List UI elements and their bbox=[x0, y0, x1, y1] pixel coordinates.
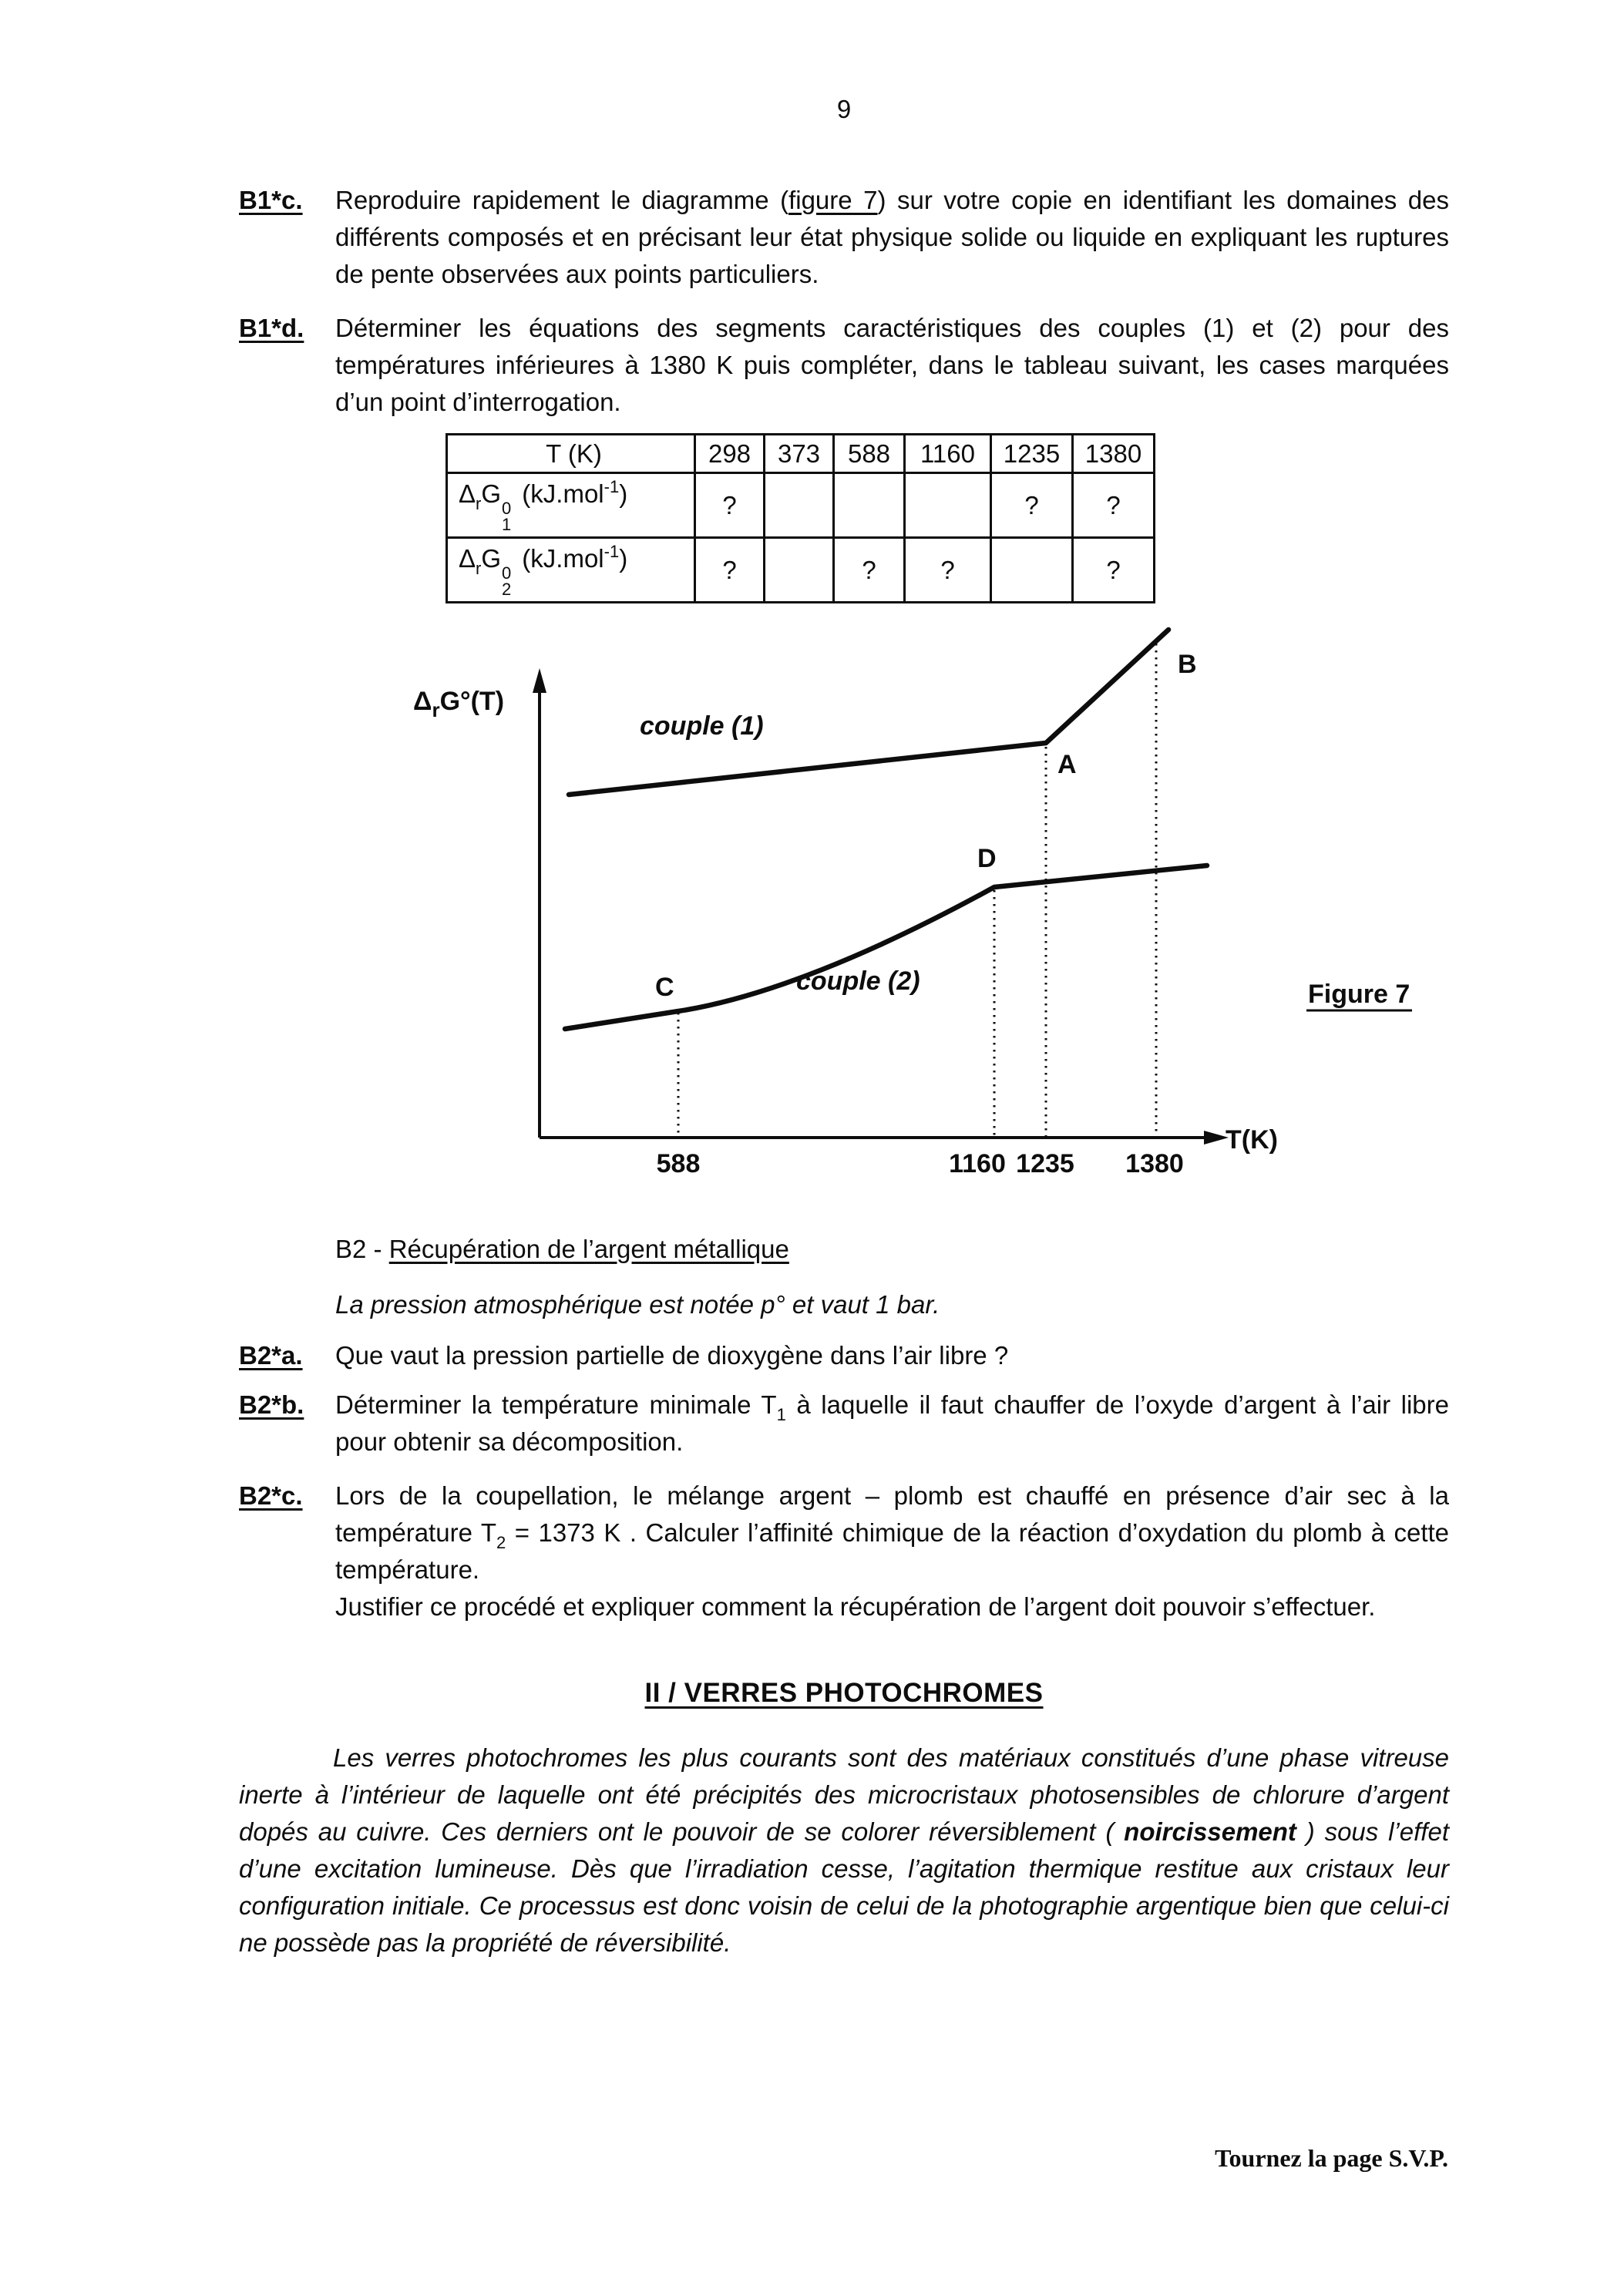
point-b-label: B bbox=[1178, 650, 1197, 679]
cell-drg1-298: ? bbox=[695, 473, 765, 538]
unit-open: (kJ.mol bbox=[522, 479, 604, 508]
figure-caption: Figure 7 bbox=[1308, 980, 1410, 1009]
couple-1-label: couple (1) bbox=[640, 711, 764, 741]
stack-subscript: 2 bbox=[502, 579, 512, 599]
section-2-title: II / VERRES PHOTOCHROMES bbox=[644, 1678, 1044, 1708]
page-footer: Tournez la page S.V.P. bbox=[1215, 2144, 1448, 2172]
stack-subscript: 1 bbox=[502, 514, 512, 534]
sup-sub-stack bbox=[502, 500, 511, 533]
x-axis-label: T(K) bbox=[1226, 1125, 1278, 1155]
y-axis-label bbox=[413, 687, 504, 721]
tick-1160: 1160 bbox=[949, 1149, 1006, 1178]
delta-sub-r: r bbox=[476, 558, 482, 578]
question-text-b1c bbox=[335, 182, 1449, 293]
point-a-label: A bbox=[1057, 750, 1077, 779]
t2-subscript: 2 bbox=[496, 1533, 506, 1552]
b2-intro-note: La pression atmosphérique est notée p° et vaut 1 bar. bbox=[335, 1290, 940, 1319]
tick-1380: 1380 bbox=[1125, 1149, 1184, 1178]
point-c-label: C bbox=[655, 973, 674, 1002]
b2b-text-part-2: à laquelle il faut chauffer de l’oxyde d’argent à l’air libre pour obtenir sa décomposition. bbox=[335, 1390, 1450, 1456]
question-b2c bbox=[239, 1477, 1449, 1625]
cell-drg1-1380: ? bbox=[1073, 473, 1155, 538]
cell-drg2-588: ? bbox=[834, 538, 905, 603]
point-d-label: D bbox=[977, 844, 997, 873]
photochromic-intro-paragraph bbox=[239, 1740, 1449, 1961]
table-row-drg2 bbox=[447, 538, 1155, 603]
question-text-b1d: Déterminer les équations des segments caractéristiques des couples (1) et (2) pour des températures inférieures à 1380 K puis compléter, dans le tableau suivant, les cases marquées d’un point d’interrogation. bbox=[335, 314, 1449, 416]
table-header-row bbox=[447, 435, 1155, 473]
section-b2-heading bbox=[335, 1231, 1449, 1268]
table-header-588: 588 bbox=[834, 435, 905, 473]
delta-symbol: Δ bbox=[459, 543, 476, 573]
b2c-text-part-2: = 1373 K . Calculer l’affinité chimique de la réaction d’oxydation du plomb à cette température. bbox=[335, 1518, 1450, 1584]
cell-drg2-373 bbox=[765, 538, 834, 603]
delta-symbol: Δ bbox=[459, 479, 476, 508]
sup-sub-stack bbox=[502, 565, 511, 597]
cell-drg1-373 bbox=[765, 473, 834, 538]
y-label-sub-r: r bbox=[432, 698, 440, 721]
b1c-text-part-1: Reproduire rapidement le diagramme ( bbox=[335, 186, 789, 214]
g-symbol: G bbox=[481, 543, 502, 573]
y-label-delta: Δ bbox=[413, 687, 432, 716]
unit-open: (kJ.mol bbox=[522, 543, 604, 573]
cell-drg2-1235 bbox=[991, 538, 1073, 603]
stack-superscript: 0 bbox=[502, 563, 512, 583]
question-b2a bbox=[239, 1337, 1449, 1374]
row-label-drg1 bbox=[447, 473, 695, 538]
y-label-rest: G°(T) bbox=[439, 687, 505, 716]
b2c-paragraph-2: Justifier ce procédé et expliquer comment la récupération de l’argent doit pouvoir s’effectuer. bbox=[335, 1592, 1376, 1621]
question-text-b2b bbox=[335, 1387, 1449, 1461]
cell-drg2-298: ? bbox=[695, 538, 765, 603]
unit-label bbox=[522, 541, 628, 573]
cell-drg1-1160 bbox=[905, 473, 991, 538]
stack-superscript: 0 bbox=[502, 498, 512, 518]
tick-1235: 1235 bbox=[1016, 1149, 1074, 1178]
cell-drg2-1160: ? bbox=[905, 538, 991, 603]
formula-drg2 bbox=[459, 541, 628, 599]
table-row-drg1 bbox=[447, 473, 1155, 538]
couple-2-line bbox=[565, 866, 1207, 1029]
figure-7-graph bbox=[385, 625, 1464, 1195]
table-header-1235: 1235 bbox=[991, 435, 1073, 473]
b2-heading-title: Récupération de l’argent métallique bbox=[388, 1235, 789, 1263]
unit-close: ) bbox=[619, 479, 628, 508]
question-label-b2a: B2*a. bbox=[239, 1341, 303, 1370]
question-label-b2b: B2*b. bbox=[239, 1390, 304, 1419]
question-label-b1c: B1*c. bbox=[239, 186, 303, 214]
cell-drg2-1380: ? bbox=[1073, 538, 1155, 603]
cell-drg1-1235: ? bbox=[991, 473, 1073, 538]
question-b1c bbox=[239, 182, 1449, 293]
b2-heading-prefix: B2 - bbox=[335, 1235, 389, 1263]
table-header-1160: 1160 bbox=[905, 435, 991, 473]
b1c-text-part-2: ) sur votre copie en identifiant les domaines des différents composés et en précisant leur état physique solide ou liquide en expliquant les ruptures de pente observées aux points particuliers. bbox=[335, 186, 1449, 288]
noircissement-bold: noircissement bbox=[1124, 1817, 1296, 1846]
table-header-298: 298 bbox=[695, 435, 765, 473]
question-label-b1d: B1*d. bbox=[239, 314, 304, 342]
unit-label bbox=[522, 476, 628, 508]
para-part-1: Les verres photochromes les plus courants sont des matériaux constitués d’une phase vitreuse inerte à l’intérieur de laquelle ont été précipités des microcristaux photosensibles de chlorure d’argent dopés au cuivre. Ces derniers ont le pouvoir de se colorer réversiblement ( bbox=[239, 1743, 1449, 1846]
unit-close: ) bbox=[619, 543, 628, 573]
b2c-text-part-1: Lors de la coupellation, le mélange argent – plomb est chauffé en présence d’air sec à la température T bbox=[335, 1481, 1449, 1547]
b2c-paragraph-1 bbox=[335, 1477, 1449, 1588]
delta-sub-r: r bbox=[476, 493, 482, 513]
page-number: 9 bbox=[836, 95, 852, 123]
unit-exponent: -1 bbox=[604, 476, 620, 496]
question-label-b2c: B2*c. bbox=[239, 1481, 303, 1510]
question-b1d bbox=[239, 310, 1449, 421]
question-text-b2c bbox=[335, 1477, 1449, 1625]
tick-588: 588 bbox=[656, 1149, 701, 1178]
table-header-tk: T (K) bbox=[447, 435, 695, 473]
question-text-b2a: Que vaut la pression partielle de dioxygène dans l’air libre ? bbox=[335, 1341, 1009, 1370]
delta-g-table bbox=[446, 433, 1155, 603]
g-symbol: G bbox=[481, 479, 502, 508]
cell-drg1-588 bbox=[834, 473, 905, 538]
figure-7-reference: figure 7 bbox=[788, 186, 878, 214]
table-header-373: 373 bbox=[765, 435, 834, 473]
b2b-text-part-1: Déterminer la température minimale T bbox=[335, 1390, 777, 1419]
couple-2-label: couple (2) bbox=[796, 966, 920, 996]
y-axis-arrow bbox=[533, 668, 546, 693]
formula-drg1 bbox=[459, 476, 628, 534]
t1-subscript: 1 bbox=[776, 1405, 786, 1424]
row-label-drg2 bbox=[447, 538, 695, 603]
unit-exponent: -1 bbox=[604, 541, 620, 561]
table-header-1380: 1380 bbox=[1073, 435, 1155, 473]
question-b2b bbox=[239, 1387, 1449, 1461]
para-part-2: ) sous l’effet d’une excitation lumineuse. Dès que l’irradiation cesse, l’agitation thermique restitue aux cristaux leur configuration initiale. Ce processus est donc voisin de celui de la photographie argentique bien que celui-ci ne possède pas la propriété de réversibilité. bbox=[239, 1817, 1449, 1957]
